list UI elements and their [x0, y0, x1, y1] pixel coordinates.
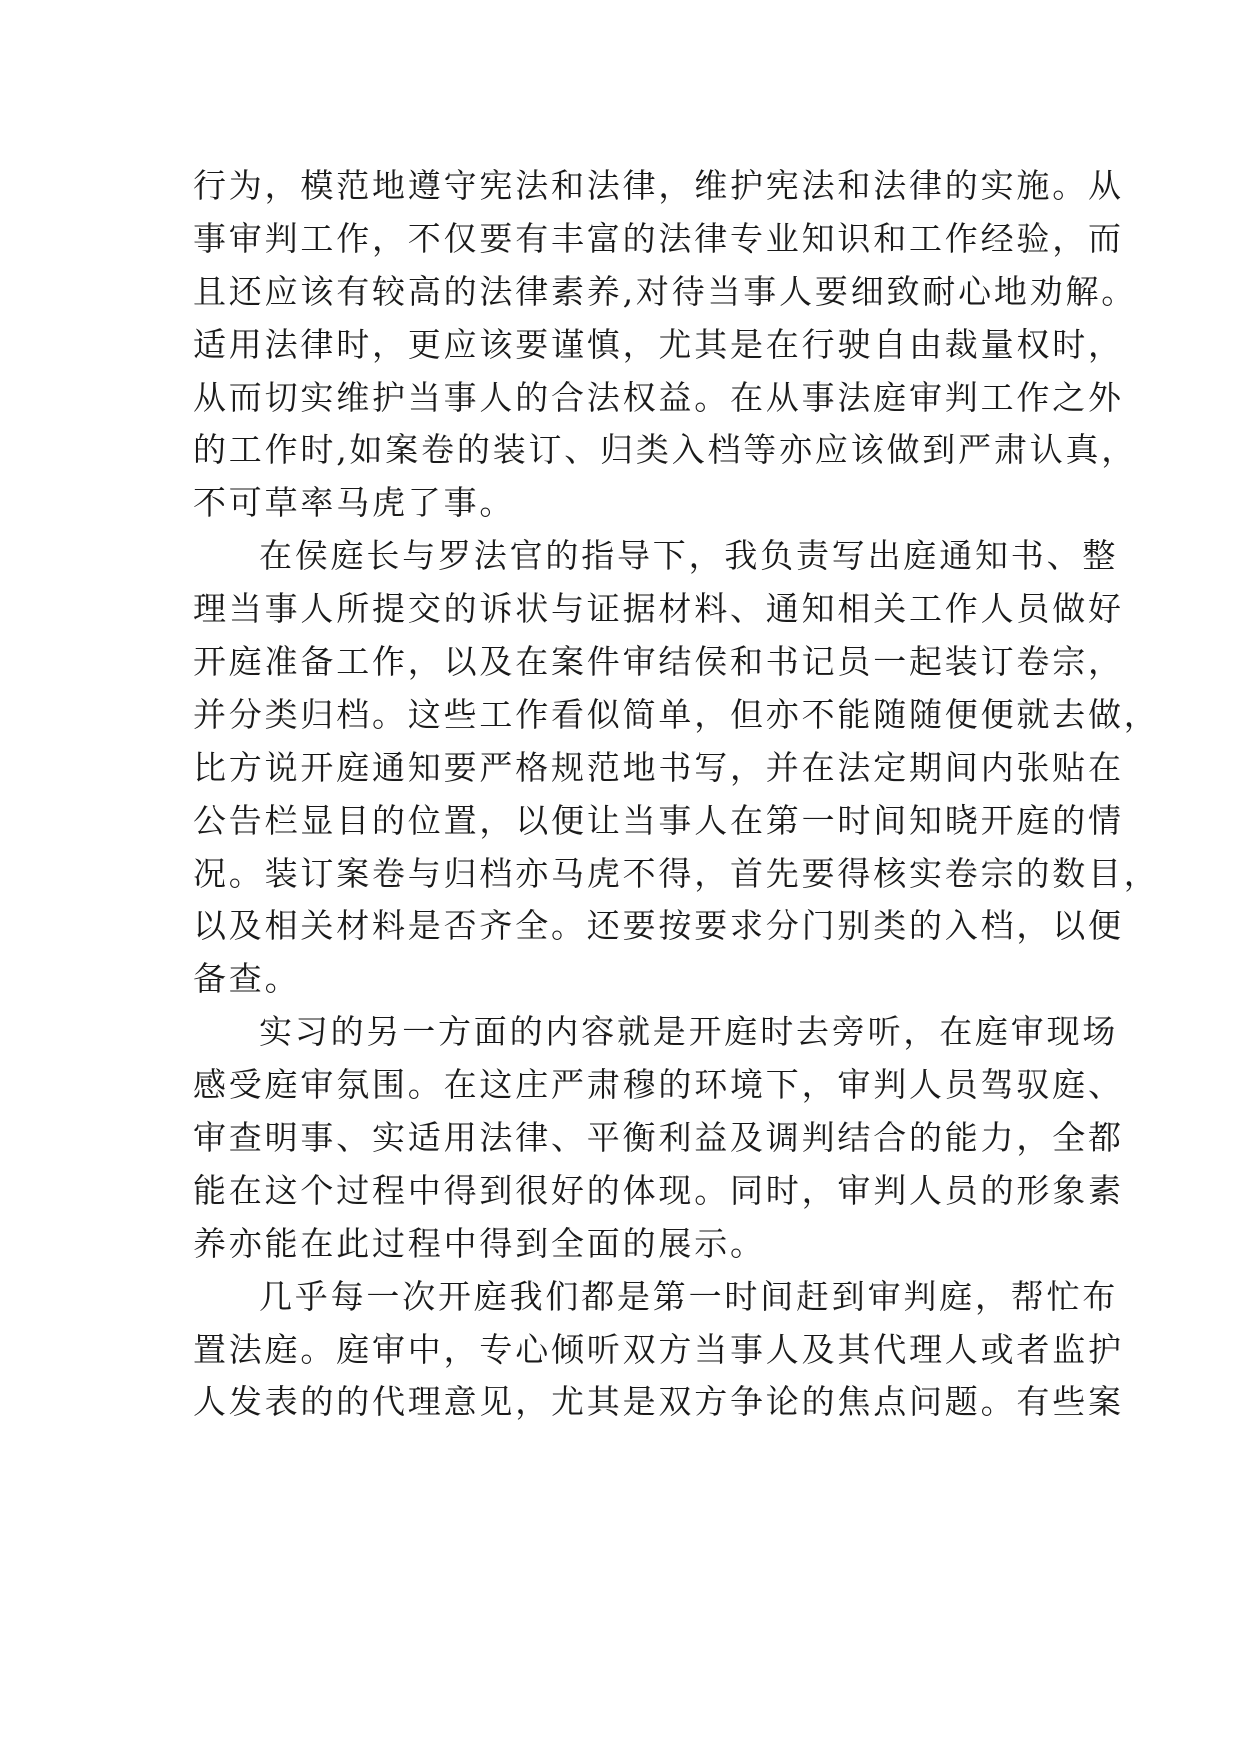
text-line: 行为，模范地遵守宪法和法律，维护宪法和法律的实施。从 [193, 166, 1124, 205]
text-line: 况。装订案卷与归档亦马虎不得，首先要得核实卷宗的数目， [193, 853, 1160, 893]
paragraph-first-line: 在侯庭长与罗法官的指导下，我负责写出庭通知书、整 [259, 536, 1119, 576]
text-line: 审查明事、实适用法律、平衡利益及调判结合的能力，全都 [193, 1118, 1124, 1158]
text-line: 人发表的的代理意见，尤其是双方争论的焦点问题。有些案 [193, 1382, 1124, 1422]
text-line: 公告栏显目的位置，以便让当事人在第一时间知晓开庭的情 [193, 800, 1124, 840]
text-line: 事审判工作，不仅要有丰富的法律专业知识和工作经验，而 [193, 218, 1124, 258]
text-line: 并分类归档。这些工作看似简单，但亦不能随随便便就去做， [193, 694, 1160, 734]
text-line: 从而切实维护当事人的合法权益。在从事法庭审判工作之外 [193, 377, 1124, 417]
text-line: 能在这个过程中得到很好的体现。同时，审判人员的形象素 [193, 1170, 1124, 1210]
text-line: 以及相关材料是否齐全。还要按要求分门别类的入档，以便 [193, 906, 1124, 946]
text-line: 开庭准备工作，以及在案件审结侯和书记员一起装订卷宗， [193, 642, 1124, 682]
text-line: 备查。 [193, 959, 301, 999]
text-line: 感受庭审氛围。在这庄严肃穆的环境下，审判人员驾驭庭、 [193, 1065, 1124, 1105]
paragraph-first-line: 实习的另一方面的内容就是开庭时去旁听，在庭审现场 [259, 1012, 1119, 1052]
body-text [193, 160, 1160, 1429]
paragraph-first-line: 几乎每一次开庭我们都是第一时间赶到审判庭，帮忙布 [259, 1276, 1119, 1316]
text-line: 置法庭。庭审中，专心倾听双方当事人及其代理人或者监护 [193, 1329, 1124, 1369]
text-line: 且还应该有较高的法律素养,对待当事人要细致耐心地劝解。 [193, 271, 1138, 311]
text-line: 养亦能在此过程中得到全面的展示。 [193, 1223, 766, 1263]
text-line: 不可草率马虎了事。 [193, 483, 516, 523]
text-line: 适用法律时，更应该要谨慎，尤其是在行驶自由裁量权时， [193, 324, 1124, 364]
text-line: 比方说开庭通知要严格规范地书写，并在法定期间内张贴在 [193, 747, 1124, 787]
text-line: 的工作时,如案卷的装订、归类入档等亦应该做到严肃认真， [193, 430, 1138, 470]
text-line: 理当事人所提交的诉状与证据材料、通知相关工作人员做好 [193, 589, 1124, 629]
